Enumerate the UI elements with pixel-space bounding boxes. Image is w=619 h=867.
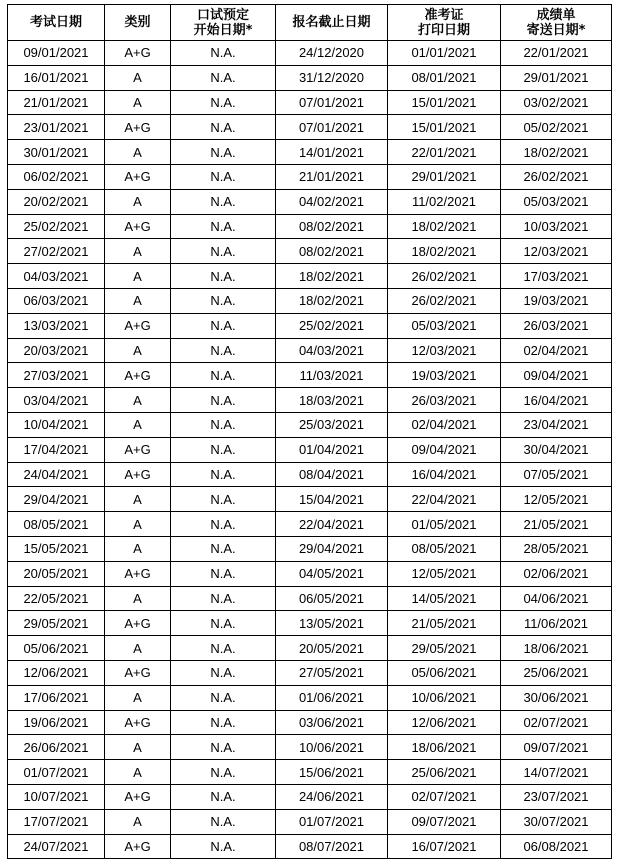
cell-speaking-start-date: N.A. [171, 660, 276, 685]
cell-exam-date: 23/01/2021 [8, 115, 105, 140]
cell-ticket-print-date: 01/05/2021 [388, 512, 501, 537]
cell-exam-date: 20/03/2021 [8, 338, 105, 363]
cell-ticket-print-date: 18/02/2021 [388, 239, 501, 264]
cell-speaking-start-date: N.A. [171, 115, 276, 140]
cell-category: A [105, 90, 171, 115]
cell-report-mail-date: 05/02/2021 [501, 115, 612, 140]
cell-category: A+G [105, 363, 171, 388]
table-body [8, 41, 612, 859]
cell-ticket-print-date: 08/01/2021 [388, 65, 501, 90]
table-row [8, 288, 612, 313]
cell-registration-deadline: 25/03/2021 [276, 412, 388, 437]
cell-category: A [105, 239, 171, 264]
cell-report-mail-date: 03/02/2021 [501, 90, 612, 115]
cell-speaking-start-date: N.A. [171, 264, 276, 289]
cell-report-mail-date: 18/02/2021 [501, 140, 612, 165]
cell-category: A [105, 586, 171, 611]
cell-category: A+G [105, 41, 171, 66]
cell-report-mail-date: 23/07/2021 [501, 784, 612, 809]
cell-report-mail-date: 09/07/2021 [501, 735, 612, 760]
cell-category: A [105, 65, 171, 90]
cell-report-mail-date: 09/04/2021 [501, 363, 612, 388]
table-row [8, 388, 612, 413]
cell-report-mail-date: 05/03/2021 [501, 189, 612, 214]
cell-exam-date: 01/07/2021 [8, 760, 105, 785]
cell-report-mail-date: 25/06/2021 [501, 660, 612, 685]
cell-registration-deadline: 18/02/2021 [276, 288, 388, 313]
table-row [8, 512, 612, 537]
cell-category: A+G [105, 164, 171, 189]
cell-ticket-print-date: 15/01/2021 [388, 115, 501, 140]
cell-exam-date: 19/06/2021 [8, 710, 105, 735]
table-row [8, 189, 612, 214]
cell-ticket-print-date: 29/05/2021 [388, 636, 501, 661]
cell-category: A [105, 412, 171, 437]
cell-speaking-start-date: N.A. [171, 561, 276, 586]
table-row [8, 685, 612, 710]
cell-registration-deadline: 10/06/2021 [276, 735, 388, 760]
cell-speaking-start-date: N.A. [171, 512, 276, 537]
table-row [8, 487, 612, 512]
cell-exam-date: 10/07/2021 [8, 784, 105, 809]
cell-ticket-print-date: 12/06/2021 [388, 710, 501, 735]
cell-exam-date: 22/05/2021 [8, 586, 105, 611]
cell-category: A+G [105, 611, 171, 636]
cell-ticket-print-date: 26/02/2021 [388, 288, 501, 313]
cell-registration-deadline: 06/05/2021 [276, 586, 388, 611]
cell-report-mail-date: 18/06/2021 [501, 636, 612, 661]
table-row [8, 412, 612, 437]
cell-ticket-print-date: 08/05/2021 [388, 536, 501, 561]
cell-report-mail-date: 07/05/2021 [501, 462, 612, 487]
cell-category: A [105, 536, 171, 561]
cell-ticket-print-date: 22/04/2021 [388, 487, 501, 512]
cell-report-mail-date: 04/06/2021 [501, 586, 612, 611]
cell-ticket-print-date: 18/06/2021 [388, 735, 501, 760]
cell-category: A+G [105, 462, 171, 487]
header-category: 类别 [105, 5, 171, 41]
cell-ticket-print-date: 02/04/2021 [388, 412, 501, 437]
cell-ticket-print-date: 15/01/2021 [388, 90, 501, 115]
cell-ticket-print-date: 02/07/2021 [388, 784, 501, 809]
cell-ticket-print-date: 21/05/2021 [388, 611, 501, 636]
cell-category: A [105, 388, 171, 413]
table-header-row [8, 5, 612, 41]
cell-category: A+G [105, 834, 171, 859]
cell-exam-date: 29/05/2021 [8, 611, 105, 636]
cell-registration-deadline: 11/03/2021 [276, 363, 388, 388]
cell-registration-deadline: 01/07/2021 [276, 809, 388, 834]
table-row [8, 363, 612, 388]
cell-report-mail-date: 30/06/2021 [501, 685, 612, 710]
cell-exam-date: 03/04/2021 [8, 388, 105, 413]
table-row [8, 710, 612, 735]
cell-report-mail-date: 12/03/2021 [501, 239, 612, 264]
cell-speaking-start-date: N.A. [171, 90, 276, 115]
table-row [8, 760, 612, 785]
cell-registration-deadline: 08/02/2021 [276, 214, 388, 239]
cell-speaking-start-date: N.A. [171, 412, 276, 437]
cell-registration-deadline: 31/12/2020 [276, 65, 388, 90]
table-row [8, 90, 612, 115]
cell-registration-deadline: 01/04/2021 [276, 437, 388, 462]
cell-registration-deadline: 04/05/2021 [276, 561, 388, 586]
table-row [8, 809, 612, 834]
table-row [8, 41, 612, 66]
cell-exam-date: 29/04/2021 [8, 487, 105, 512]
cell-registration-deadline: 08/02/2021 [276, 239, 388, 264]
cell-registration-deadline: 07/01/2021 [276, 90, 388, 115]
cell-exam-date: 24/07/2021 [8, 834, 105, 859]
table-row [8, 264, 612, 289]
cell-registration-deadline: 01/06/2021 [276, 685, 388, 710]
cell-ticket-print-date: 10/06/2021 [388, 685, 501, 710]
table-row [8, 586, 612, 611]
cell-speaking-start-date: N.A. [171, 288, 276, 313]
cell-report-mail-date: 10/03/2021 [501, 214, 612, 239]
cell-report-mail-date: 21/05/2021 [501, 512, 612, 537]
cell-speaking-start-date: N.A. [171, 65, 276, 90]
cell-speaking-start-date: N.A. [171, 437, 276, 462]
cell-category: A [105, 487, 171, 512]
cell-speaking-start-date: N.A. [171, 784, 276, 809]
cell-ticket-print-date: 26/03/2021 [388, 388, 501, 413]
cell-registration-deadline: 03/06/2021 [276, 710, 388, 735]
cell-registration-deadline: 04/03/2021 [276, 338, 388, 363]
cell-ticket-print-date: 09/07/2021 [388, 809, 501, 834]
cell-category: A [105, 288, 171, 313]
cell-report-mail-date: 26/03/2021 [501, 313, 612, 338]
cell-category: A+G [105, 313, 171, 338]
cell-ticket-print-date: 19/03/2021 [388, 363, 501, 388]
table-row [8, 735, 612, 760]
cell-category: A [105, 809, 171, 834]
cell-report-mail-date: 30/04/2021 [501, 437, 612, 462]
cell-registration-deadline: 29/04/2021 [276, 536, 388, 561]
cell-registration-deadline: 25/02/2021 [276, 313, 388, 338]
cell-registration-deadline: 15/06/2021 [276, 760, 388, 785]
cell-speaking-start-date: N.A. [171, 41, 276, 66]
cell-speaking-start-date: N.A. [171, 685, 276, 710]
cell-speaking-start-date: N.A. [171, 239, 276, 264]
cell-exam-date: 20/02/2021 [8, 189, 105, 214]
cell-exam-date: 12/06/2021 [8, 660, 105, 685]
cell-registration-deadline: 22/04/2021 [276, 512, 388, 537]
cell-category: A [105, 685, 171, 710]
table-row [8, 313, 612, 338]
cell-category: A+G [105, 561, 171, 586]
cell-registration-deadline: 24/12/2020 [276, 41, 388, 66]
cell-speaking-start-date: N.A. [171, 313, 276, 338]
cell-category: A+G [105, 710, 171, 735]
cell-category: A+G [105, 784, 171, 809]
cell-category: A [105, 735, 171, 760]
cell-report-mail-date: 23/04/2021 [501, 412, 612, 437]
cell-report-mail-date: 06/08/2021 [501, 834, 612, 859]
cell-category: A+G [105, 214, 171, 239]
cell-exam-date: 04/03/2021 [8, 264, 105, 289]
cell-report-mail-date: 28/05/2021 [501, 536, 612, 561]
cell-ticket-print-date: 26/02/2021 [388, 264, 501, 289]
cell-speaking-start-date: N.A. [171, 536, 276, 561]
cell-category: A [105, 338, 171, 363]
cell-category: A [105, 264, 171, 289]
cell-report-mail-date: 22/01/2021 [501, 41, 612, 66]
cell-exam-date: 09/01/2021 [8, 41, 105, 66]
cell-ticket-print-date: 12/05/2021 [388, 561, 501, 586]
cell-report-mail-date: 02/04/2021 [501, 338, 612, 363]
cell-registration-deadline: 27/05/2021 [276, 660, 388, 685]
cell-speaking-start-date: N.A. [171, 164, 276, 189]
exam-schedule-table [7, 4, 612, 859]
table-row [8, 561, 612, 586]
cell-registration-deadline: 08/07/2021 [276, 834, 388, 859]
cell-registration-deadline: 24/06/2021 [276, 784, 388, 809]
cell-category: A+G [105, 437, 171, 462]
table-row [8, 140, 612, 165]
cell-report-mail-date: 14/07/2021 [501, 760, 612, 785]
table-row [8, 536, 612, 561]
cell-report-mail-date: 02/06/2021 [501, 561, 612, 586]
cell-speaking-start-date: N.A. [171, 388, 276, 413]
table-row [8, 784, 612, 809]
cell-exam-date: 10/04/2021 [8, 412, 105, 437]
cell-ticket-print-date: 29/01/2021 [388, 164, 501, 189]
cell-ticket-print-date: 09/04/2021 [388, 437, 501, 462]
cell-ticket-print-date: 25/06/2021 [388, 760, 501, 785]
cell-speaking-start-date: N.A. [171, 214, 276, 239]
header-admission-ticket-print-date: 准考证 打印日期 [388, 5, 501, 41]
cell-exam-date: 27/03/2021 [8, 363, 105, 388]
table-row [8, 338, 612, 363]
cell-registration-deadline: 18/03/2021 [276, 388, 388, 413]
cell-ticket-print-date: 14/05/2021 [388, 586, 501, 611]
table-row [8, 660, 612, 685]
cell-report-mail-date: 16/04/2021 [501, 388, 612, 413]
cell-ticket-print-date: 16/04/2021 [388, 462, 501, 487]
cell-speaking-start-date: N.A. [171, 189, 276, 214]
cell-speaking-start-date: N.A. [171, 611, 276, 636]
cell-report-mail-date: 02/07/2021 [501, 710, 612, 735]
cell-exam-date: 17/06/2021 [8, 685, 105, 710]
cell-exam-date: 27/02/2021 [8, 239, 105, 264]
cell-speaking-start-date: N.A. [171, 586, 276, 611]
cell-exam-date: 08/05/2021 [8, 512, 105, 537]
cell-registration-deadline: 04/02/2021 [276, 189, 388, 214]
table-row [8, 164, 612, 189]
cell-speaking-start-date: N.A. [171, 462, 276, 487]
cell-registration-deadline: 20/05/2021 [276, 636, 388, 661]
cell-exam-date: 06/03/2021 [8, 288, 105, 313]
cell-report-mail-date: 29/01/2021 [501, 65, 612, 90]
header-speaking-start-date: 口试预定 开始日期* [171, 5, 276, 41]
cell-report-mail-date: 19/03/2021 [501, 288, 612, 313]
table-row [8, 214, 612, 239]
cell-exam-date: 20/05/2021 [8, 561, 105, 586]
cell-category: A [105, 636, 171, 661]
table-row [8, 462, 612, 487]
cell-exam-date: 06/02/2021 [8, 164, 105, 189]
cell-speaking-start-date: N.A. [171, 834, 276, 859]
cell-speaking-start-date: N.A. [171, 735, 276, 760]
cell-ticket-print-date: 05/03/2021 [388, 313, 501, 338]
cell-exam-date: 17/04/2021 [8, 437, 105, 462]
cell-exam-date: 25/02/2021 [8, 214, 105, 239]
cell-registration-deadline: 08/04/2021 [276, 462, 388, 487]
cell-ticket-print-date: 11/02/2021 [388, 189, 501, 214]
cell-report-mail-date: 11/06/2021 [501, 611, 612, 636]
cell-exam-date: 15/05/2021 [8, 536, 105, 561]
cell-exam-date: 05/06/2021 [8, 636, 105, 661]
cell-ticket-print-date: 05/06/2021 [388, 660, 501, 685]
cell-exam-date: 21/01/2021 [8, 90, 105, 115]
cell-registration-deadline: 14/01/2021 [276, 140, 388, 165]
cell-registration-deadline: 21/01/2021 [276, 164, 388, 189]
cell-speaking-start-date: N.A. [171, 338, 276, 363]
cell-registration-deadline: 07/01/2021 [276, 115, 388, 140]
cell-speaking-start-date: N.A. [171, 809, 276, 834]
cell-ticket-print-date: 22/01/2021 [388, 140, 501, 165]
table-row [8, 834, 612, 859]
cell-speaking-start-date: N.A. [171, 140, 276, 165]
table-row [8, 437, 612, 462]
cell-registration-deadline: 15/04/2021 [276, 487, 388, 512]
cell-category: A+G [105, 115, 171, 140]
header-registration-deadline: 报名截止日期 [276, 5, 388, 41]
cell-ticket-print-date: 12/03/2021 [388, 338, 501, 363]
cell-exam-date: 30/01/2021 [8, 140, 105, 165]
cell-speaking-start-date: N.A. [171, 487, 276, 512]
cell-speaking-start-date: N.A. [171, 636, 276, 661]
cell-category: A [105, 140, 171, 165]
table-row [8, 239, 612, 264]
table-row [8, 636, 612, 661]
cell-category: A [105, 189, 171, 214]
cell-report-mail-date: 17/03/2021 [501, 264, 612, 289]
table-row [8, 115, 612, 140]
cell-exam-date: 17/07/2021 [8, 809, 105, 834]
cell-speaking-start-date: N.A. [171, 760, 276, 785]
cell-exam-date: 24/04/2021 [8, 462, 105, 487]
cell-exam-date: 26/06/2021 [8, 735, 105, 760]
cell-category: A [105, 760, 171, 785]
header-exam-date: 考试日期 [8, 5, 105, 41]
cell-ticket-print-date: 01/01/2021 [388, 41, 501, 66]
cell-report-mail-date: 30/07/2021 [501, 809, 612, 834]
cell-ticket-print-date: 16/07/2021 [388, 834, 501, 859]
table-row [8, 611, 612, 636]
cell-registration-deadline: 13/05/2021 [276, 611, 388, 636]
table-row [8, 65, 612, 90]
cell-speaking-start-date: N.A. [171, 710, 276, 735]
cell-report-mail-date: 12/05/2021 [501, 487, 612, 512]
cell-report-mail-date: 26/02/2021 [501, 164, 612, 189]
cell-category: A [105, 512, 171, 537]
cell-speaking-start-date: N.A. [171, 363, 276, 388]
cell-exam-date: 16/01/2021 [8, 65, 105, 90]
cell-ticket-print-date: 18/02/2021 [388, 214, 501, 239]
header-report-mail-date: 成绩单 寄送日期* [501, 5, 612, 41]
cell-exam-date: 13/03/2021 [8, 313, 105, 338]
cell-category: A+G [105, 660, 171, 685]
cell-registration-deadline: 18/02/2021 [276, 264, 388, 289]
